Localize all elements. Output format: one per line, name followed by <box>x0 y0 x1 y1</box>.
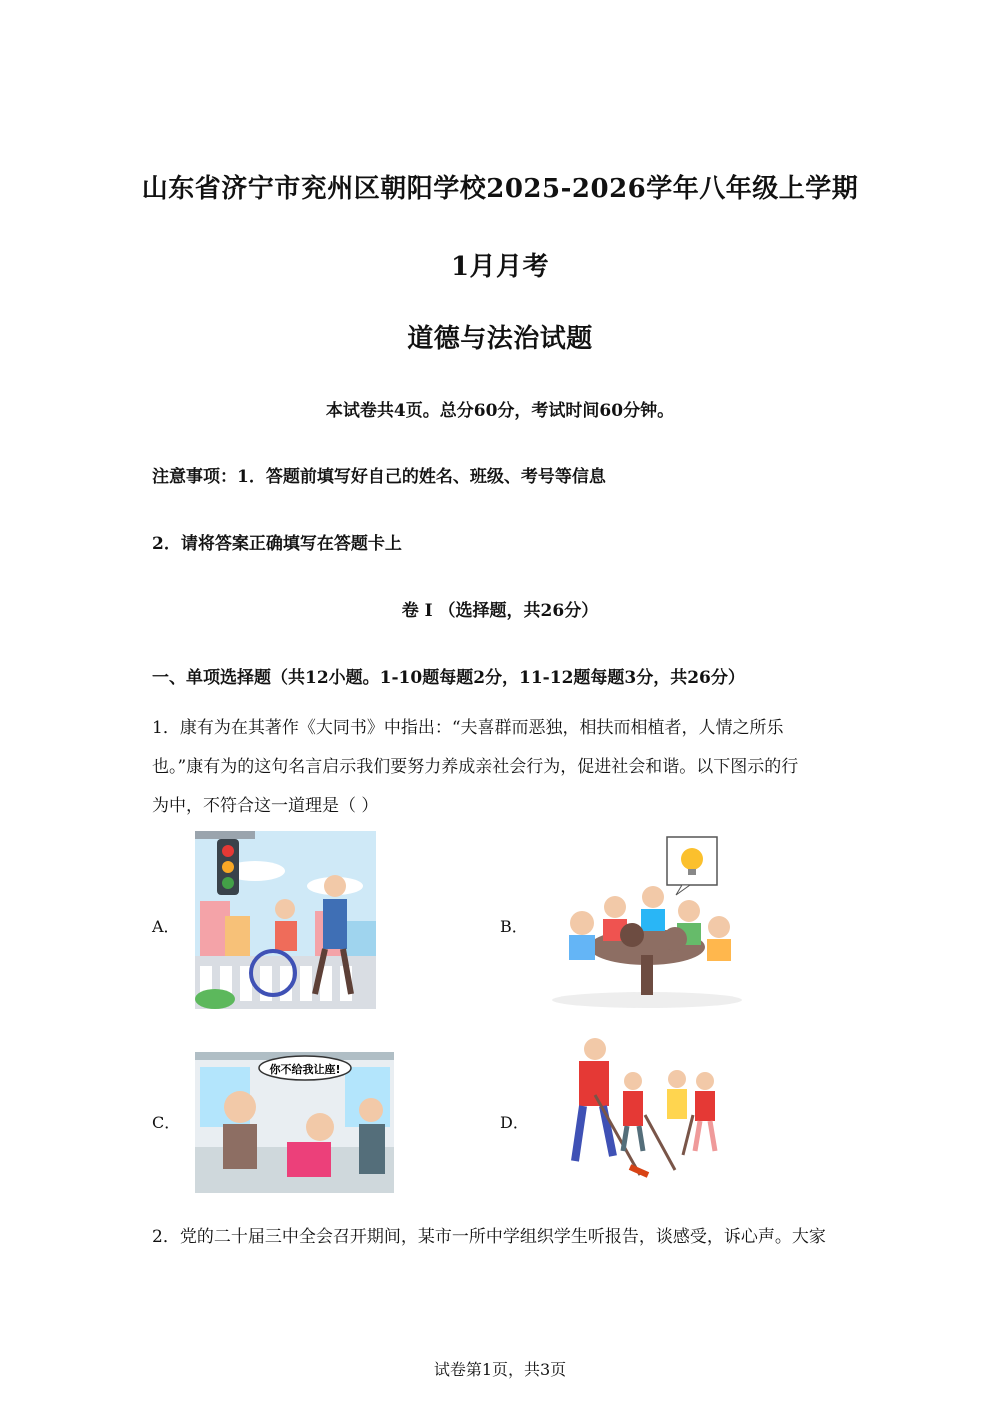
question-1-line3: 为中，不符合这一道理是（ ） <box>152 796 379 816</box>
question-2-line1: 2．党的二十届三中全会召开期间，某市一所中学组织学生听报告，谈感受，诉心声。大家 <box>152 1227 826 1247</box>
exam-title-line2: 1月月考 <box>450 252 550 282</box>
subject-title: 道德与法治试题 <box>407 324 593 354</box>
option-d-label: D． <box>500 1113 529 1132</box>
part-title: 一、单项选择题（共12小题。1-10题每题2分，11-12题每题3分，共26分） <box>152 668 745 688</box>
page-footer: 试卷第1页，共3页 <box>433 1360 567 1379</box>
option-b-label: B． <box>500 917 528 936</box>
speech-bubble-text: 你不给我让座! <box>269 1063 341 1076</box>
notice-1: 注意事项：1．答题前填写好自己的姓名、班级、考号等信息 <box>152 467 606 487</box>
question-1-line1: 1．康有为在其著作《大同书》中指出：“夫喜群而恶独，相扶而相植者，人情之所乐 <box>152 718 784 738</box>
exam-title-line1: 山东省济宁市兖州区朝阳学校2025-2026学年八年级上学期 <box>141 174 859 204</box>
question-1-line2: 也。”康有为的这句名言启示我们要努力养成亲社会行为，促进社会和谐。以下图示的行 <box>152 757 799 777</box>
option-c-image <box>195 1052 394 1193</box>
notice-2: 2．请将答案正确填写在答题卡上 <box>152 534 402 554</box>
option-a-label: A． <box>152 917 180 936</box>
option-a-image <box>195 831 376 1009</box>
volume-title: 卷 I （选择题，共26分） <box>401 601 599 621</box>
option-b-image <box>547 835 748 1009</box>
option-c-label: C． <box>152 1113 181 1132</box>
exam-info: 本试卷共4页。总分60分，考试时间60分钟。 <box>325 401 675 421</box>
option-d-image <box>555 1035 740 1180</box>
